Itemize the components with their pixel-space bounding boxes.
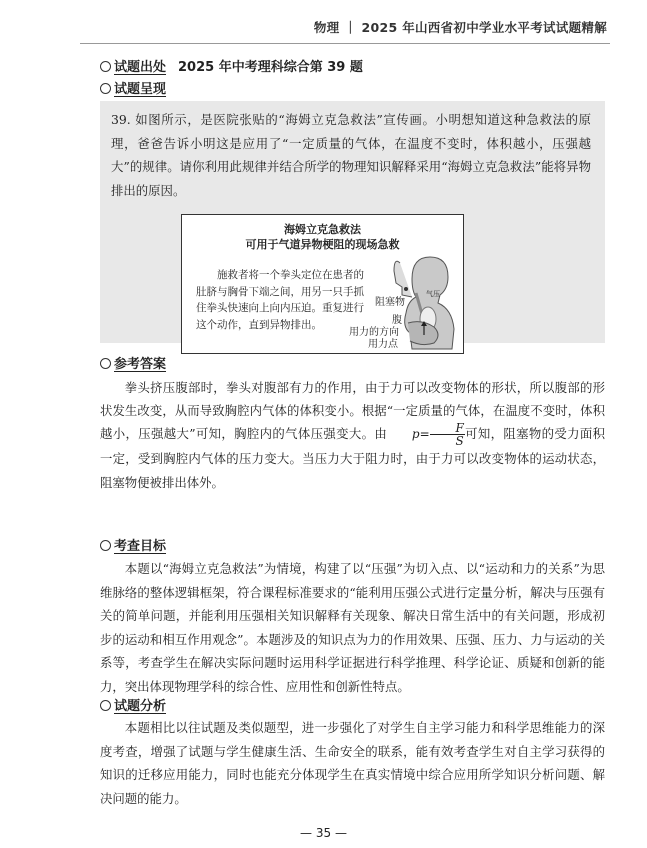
section-presentation-title: 试题呈现 — [114, 82, 167, 97]
page-header: 物理 ｜ 2025 年山西省初中学业水平考试试题精解 — [313, 20, 607, 35]
answer-part1: 拳头挤压腹部时，拳头对腹部有力的作用，由于力可以改变物体的形状，所以腹部的形状发生改变，从而导致胸腔内气体的体积变小。根据“一定质量的气体，在温度不变时，体积越小，压强越大”可知，胸腔内的气体压强变大。由 — [100, 380, 605, 442]
circle-bullet-icon — [100, 83, 111, 94]
circle-bullet-icon — [100, 540, 111, 551]
formula-equals: = — [419, 427, 430, 442]
section-source-value: 2025 年中考理科综合第 39 题 — [178, 60, 363, 75]
label-force-direction: 用力的方向 — [349, 327, 399, 338]
formula-numerator: F — [430, 422, 465, 435]
heimlich-figure — [181, 214, 464, 354]
page-number: — 35 — — [300, 826, 347, 840]
figure-subtitle: 可用于气道异物梗阻的现场急救 — [245, 238, 400, 251]
section-objective-title: 考查目标 — [114, 539, 167, 554]
label-abdomen: 腹 — [392, 315, 402, 326]
question-text: 39. 如图所示，是医院张贴的“海姆立克急救法”宣传画。小明想知道这种急救法的原理，爸爸告诉小明这是应用了“一定质量的气体，在温度不变时，体积越小，压强越大”的规律。请你利用此规律并结合所学的物理知识解释采用“海姆立克急救法”能将异物排出的原因。 — [111, 112, 591, 198]
pressure-formula — [387, 422, 465, 447]
label-force-point: 用力点 — [368, 339, 398, 350]
circle-bullet-icon — [100, 61, 111, 72]
header-rule — [80, 43, 610, 44]
section-answer — [100, 355, 166, 375]
figure-caption — [196, 267, 374, 333]
analysis-text: 本题相比以往试题及类似题型，进一步强化了对学生自主学习能力和科学思维能力的深度考查，增强了试题与学生健康生活、生命安全的联系，能有效考查学生对自主学习获得的知识的迁移应用能力，同时也能充分体现学生在真实情境中综合应用所学知识分析问题、解决问题的能力。 — [100, 720, 605, 806]
label-obstruction: 阻塞物 — [375, 297, 405, 308]
section-presentation — [100, 80, 166, 100]
circle-bullet-icon — [100, 358, 111, 369]
objective-text: 本题以“海姆立克急救法”为情境，构建了以“压强”为切入点、以“运动和力的关系”为思维脉络的整体逻辑框架，符合课程标准要求的“能利用压强公式进行定量分析，解决与压强有关的简单问题，并能利用压强相关知识解释有关现象、解决日常生活中的有关问题，形成初步的运动和相互作用观念”。本题涉及的知识点为力的作用效果、压强、压力、力与运动的关系等，考查学生在解决实际问题时运用科学证据进行科学推理、科学论证、质疑和创新的能力，突出体现物理学科的综合性、应用性和创新性特点。 — [100, 561, 605, 694]
section-analysis-title: 试题分析 — [114, 699, 167, 714]
figure-title: 海姆立克急救法 — [284, 223, 361, 236]
answer-part2: 可知，阻塞物的受力面积一定，受到胸腔内气体的压力变大。当压力大于阻力时，由于力可以改变物体的运动状态，阻塞物便被排出体外。 — [100, 426, 605, 490]
section-analysis — [100, 697, 166, 717]
section-answer-title: 参考答案 — [114, 357, 167, 372]
figure-caption-text: 施救者将一个拳头定位在患者的肚脐与胸骨下端之间，用另一只手抓住拳头快速向上向内压迫。重复进行这个动作，直到异物排出。 — [196, 269, 364, 331]
circle-bullet-icon — [100, 700, 111, 711]
formula-denominator: S — [455, 434, 464, 449]
section-source — [100, 58, 363, 78]
formula-fraction — [430, 422, 465, 447]
label-gas: 气压 — [426, 290, 440, 298]
section-source-title: 试题出处 — [114, 60, 167, 75]
answer-text — [100, 376, 605, 494]
formula-p: p — [411, 427, 420, 442]
section-objective — [100, 537, 166, 557]
